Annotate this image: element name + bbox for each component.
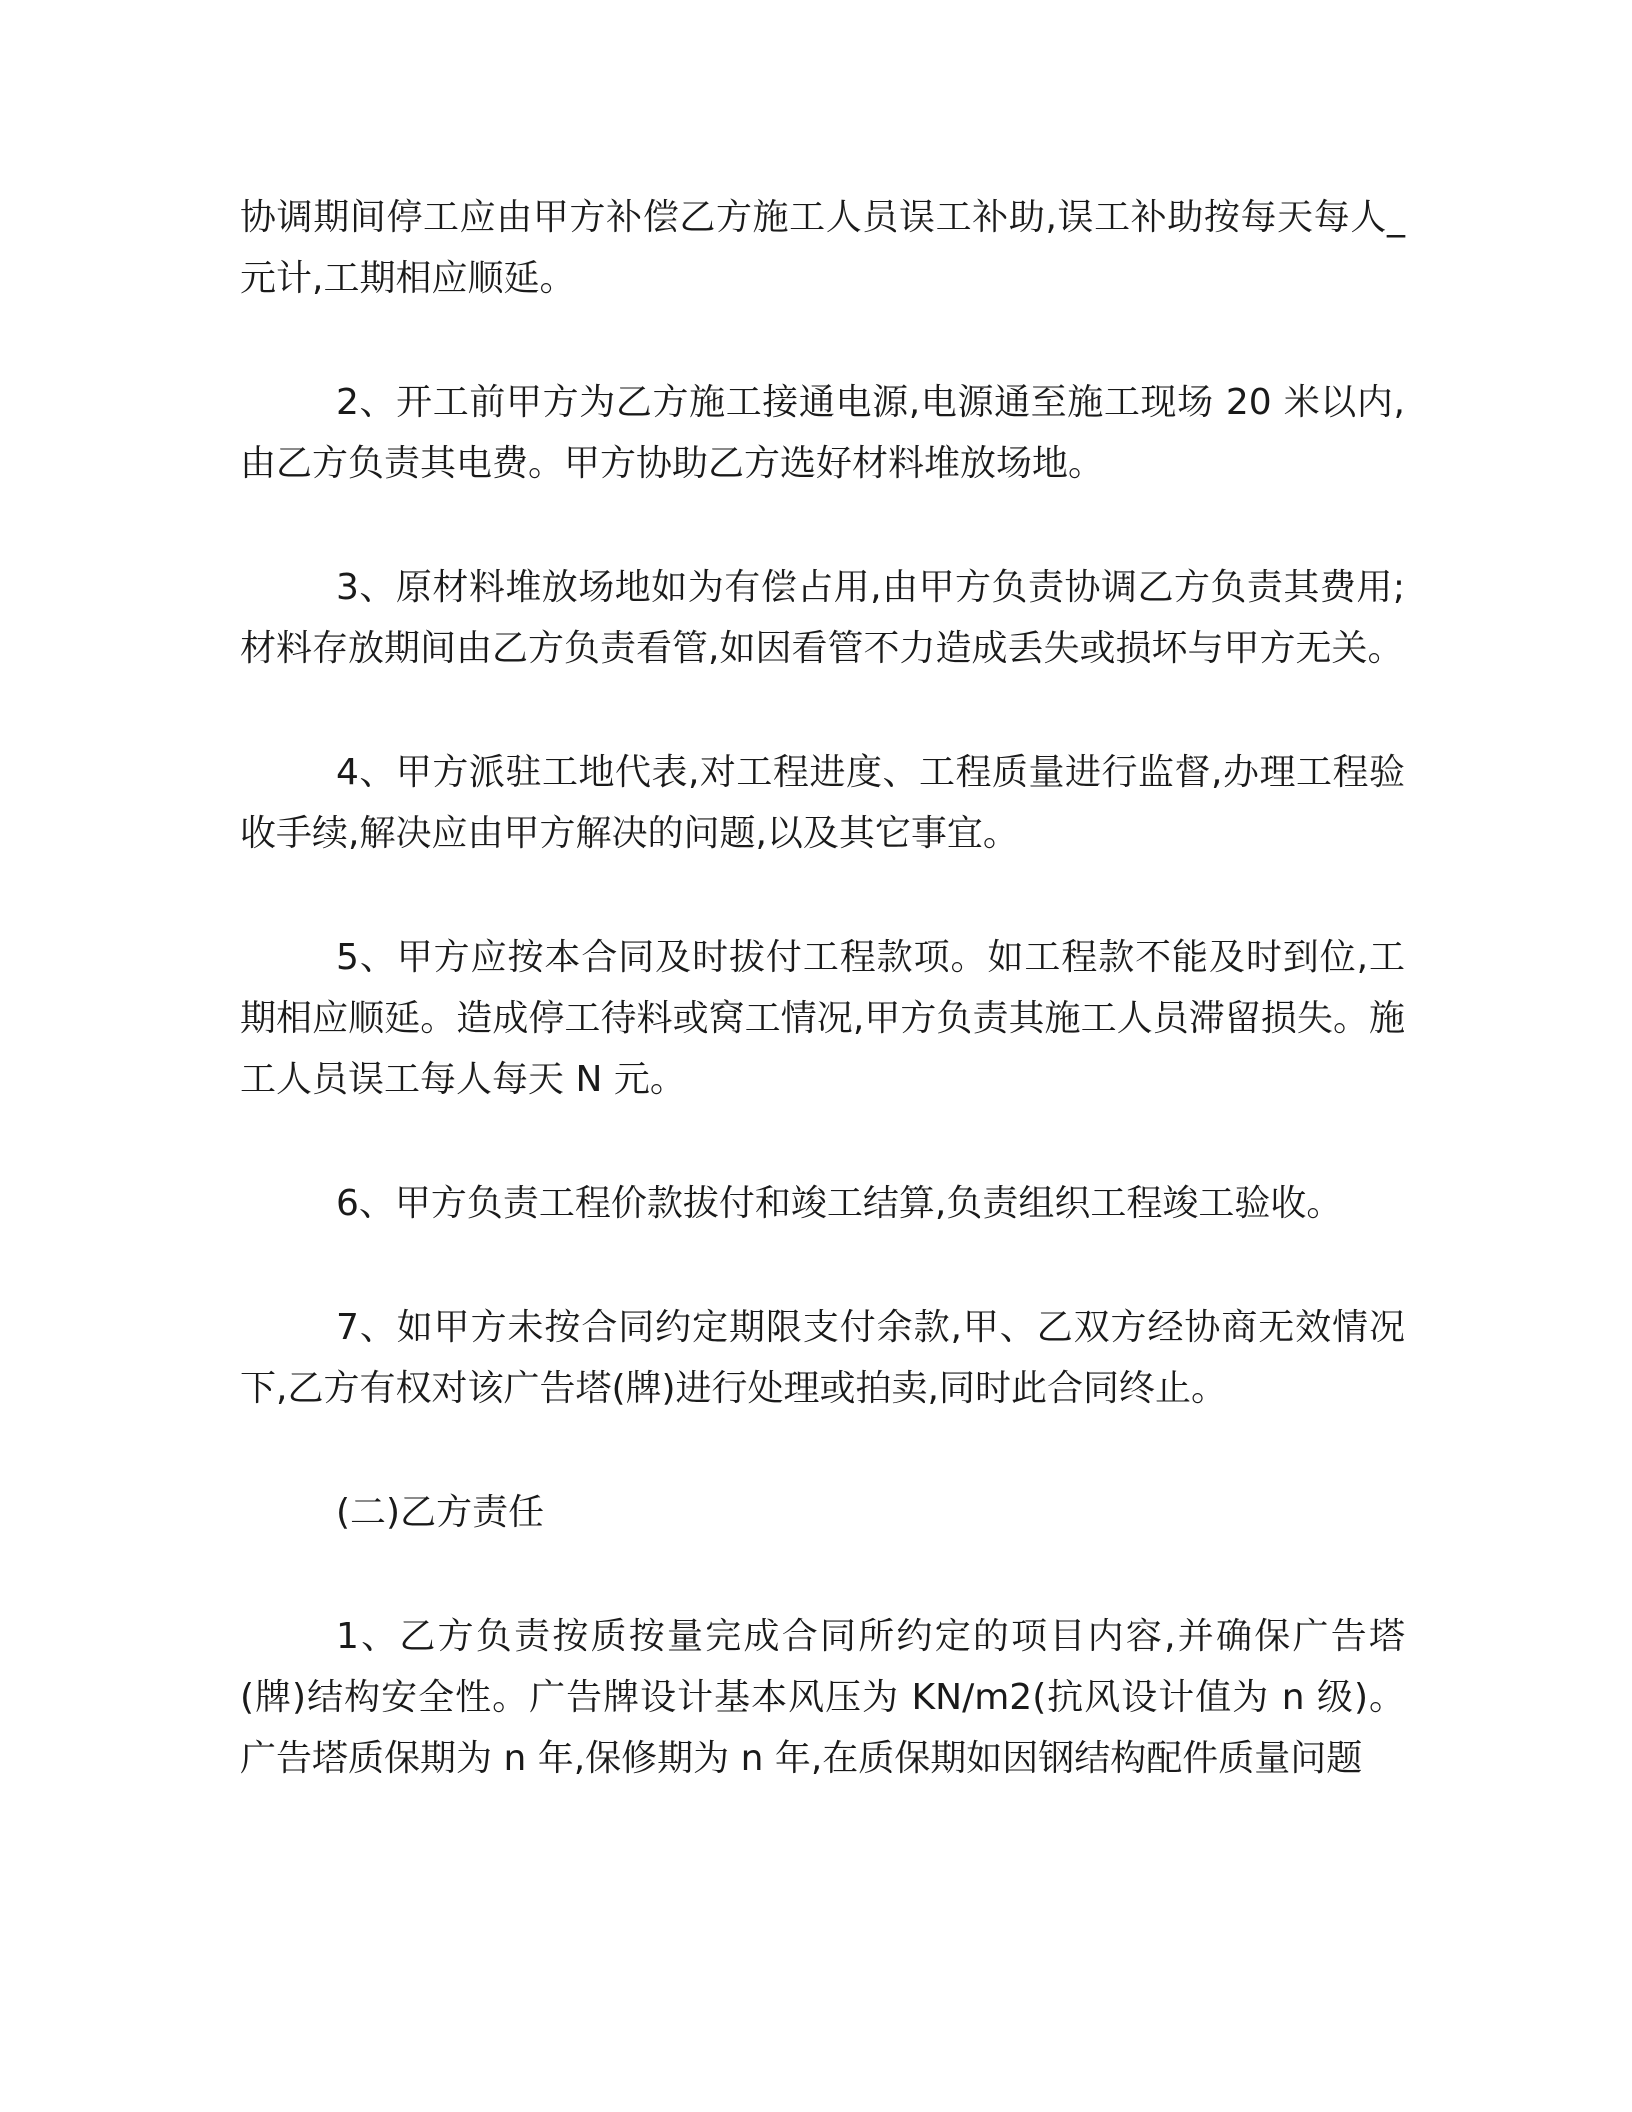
paragraph-item-3: 3、原材料堆放场地如为有偿占用,由甲方负责协调乙方负责其费用;材料存放期间由乙方负责看管,如因看管不力造成丢失或损坏与甲方无关。 bbox=[240, 567, 1405, 669]
paragraph-item-7: 7、如甲方未按合同约定期限支付余款,甲、乙双方经协商无效情况下,乙方有权对该广告塔(牌)进行处理或拍卖,同时此合同终止。 bbox=[240, 1307, 1405, 1409]
paragraph-section2-item-1: 1、乙方负责按质按量完成合同所约定的项目内容,并确保广告塔(牌)结构安全性。广告牌设计基本风压为 KN/m2(抗风设计值为 n 级)。广告塔质保期为 n 年,保修期为 n 年,在质保期如因钢结构配件质量问题 bbox=[240, 1616, 1405, 1779]
paragraph-item-4: 4、甲方派驻工地代表,对工程进度、工程质量进行监督,办理工程验收手续,解决应由甲方解决的问题,以及其它事宜。 bbox=[240, 752, 1405, 854]
document-body bbox=[240, 187, 1405, 1789]
paragraph-item-6: 6、甲方负责工程价款拔付和竣工结算,负责组织工程竣工验收。 bbox=[336, 1183, 1343, 1224]
paragraph-item-2: 2、开工前甲方为乙方施工接通电源,电源通至施工现场 20 米以内,由乙方负责其电费。甲方协助乙方选好材料堆放场地。 bbox=[240, 382, 1405, 484]
section-heading: (二)乙方责任 bbox=[336, 1492, 545, 1533]
paragraph-continuation: 协调期间停工应由甲方补偿乙方施工人员误工补助,误工补助按每天每人_元计,工期相应顺延。 bbox=[240, 197, 1405, 299]
paragraph-item-5: 5、甲方应按本合同及时拔付工程款项。如工程款不能及时到位,工期相应顺延。造成停工待料或窝工情况,甲方负责其施工人员滞留损失。施工人员误工每人每天 N 元。 bbox=[240, 937, 1405, 1100]
